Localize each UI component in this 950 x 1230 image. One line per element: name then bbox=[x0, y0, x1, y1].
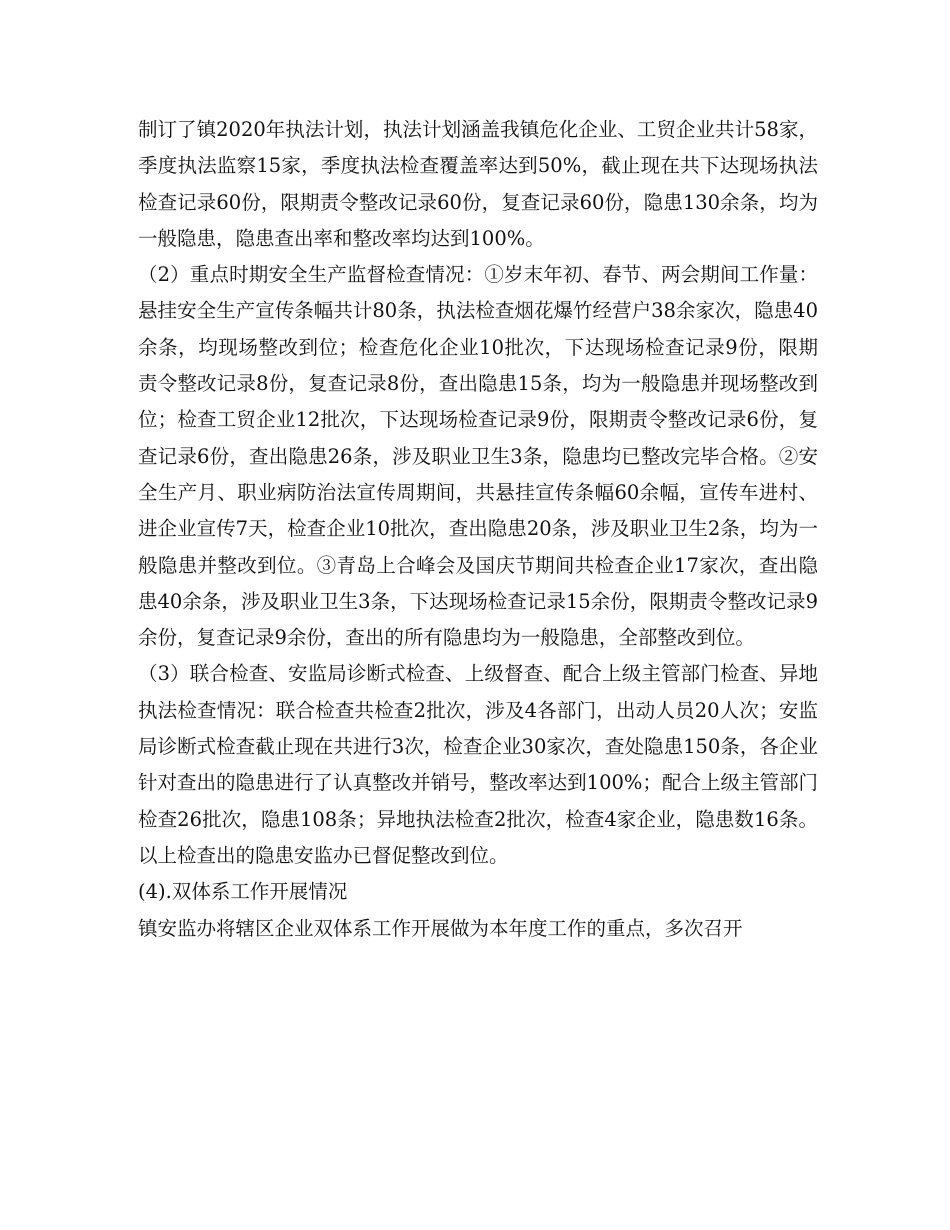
section-heading-dual-system: (4).双体系工作开展情况 bbox=[138, 880, 348, 904]
paragraph-key-period-inspection: （2）重点时期安全生产监督检查情况：①岁末年初、春节、两会期间工作量：悬挂安全生产宣传条幅共计80条，执法检查烟花爆竹经营户38余家次，隐患40余条，均现场整改到位；检查危化企业10批次，下达现场检查记录9份，限期责令整改记录8份，复查记录8份，查出隐患15条，均为一般隐患并现场整改到位；检查工贸企业12批次，下达现场检查记录9份，限期责令整改记录6份，复查记录6份，查出隐患26条，涉及职业卫生3条，隐患均已整改完毕合格。②安全生产月、职业病防治法宣传周期间，共悬挂宣传条幅60余幅，宣传车进村、进企业宣传7天，检查企业10批次，查出隐患20条，涉及职业卫生2条，均为一般隐患并整改到位。③青岛上合峰会及国庆节期间共检查企业17家次，查出隐患40余条，涉及职业卫生3条，下达现场检查记录15余份，限期责令整改记录9余份，复查记录9余份，查出的所有隐患均为一般隐患，全部整改到位。 bbox=[138, 263, 818, 650]
paragraph-joint-inspection: （3）联合检查、安监局诊断式检查、上级督查、配合上级主管部门检查、异地执法检查情况：联合检查共检查2批次，涉及4各部门，出动人员20人次；安监局诊断式检查截止现在共进行3次，检查企业30家次，查处隐患150条，各企业针对查出的隐患进行了认真整改并销号，整改率达到100%；配合上级主管部门检查26批次，隐患108条；异地执法检查2批次，检查4家企业，隐患数16条。以上检查出的隐患安监办已督促整改到位。 bbox=[138, 662, 818, 867]
paragraph-dual-system-intro: 镇安监办将辖区企业双体系工作开展做为本年度工作的重点，多次召开 bbox=[138, 916, 743, 940]
document-body bbox=[138, 112, 818, 947]
paragraph-enforcement-plan: 制订了镇2020年执法计划，执法计划涵盖我镇危化企业、工贸企业共计58家，季度执法监察15家，季度执法检查覆盖率达到50%，截止现在共下达现场执法检查记录60份，限期责令整改记录60份，复查记录60份，隐患130余条，均为一般隐患，隐患查出率和整改率均达到100%。 bbox=[138, 118, 818, 250]
